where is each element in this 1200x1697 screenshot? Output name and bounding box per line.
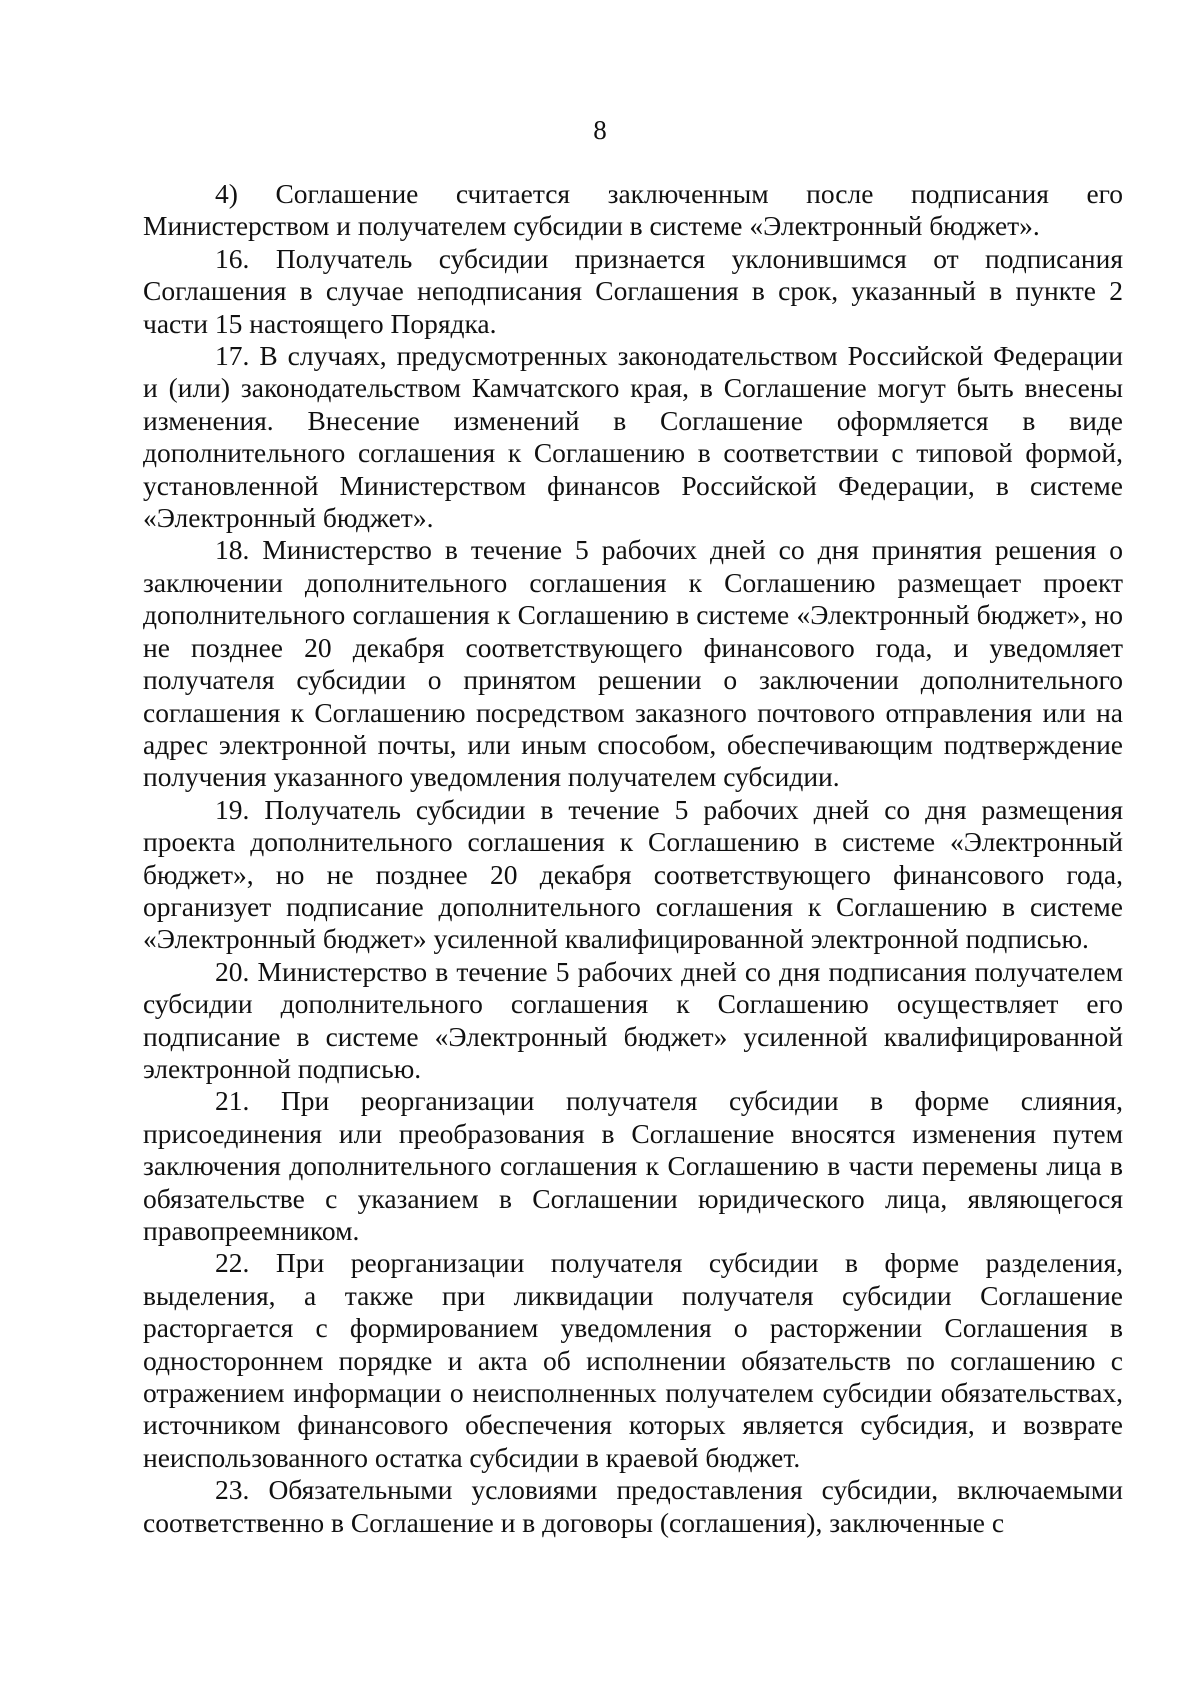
paragraph-16: 16. Получатель субсидии признается уклонившимся от подписания Соглашения в случае неподписания Соглашения в срок, указанный в пункте 2 части 15 настоящего Порядка. [143,242,1123,339]
paragraph-15-4: 4) Соглашение считается заключенным после подписания его Министерством и получателем субсидии в системе «Электронный бюджет». [143,178,1123,242]
document-body [143,178,1123,1539]
paragraph-17: 17. В случаях, предусмотренных законодательством Российской Федерации и (или) законодательством Камчатского края, в Соглашение могут быть внесены изменения. Внесение изменений в Соглашение оформляется в виде дополнительного соглашения к Соглашению в соответствии с типовой формой, установленной Министерством финансов Российской Федерации, в системе «Электронный бюджет». [143,340,1123,534]
paragraph-22: 22. При реорганизации получателя субсидии в форме разделения, выделения, а также при ликвидации получателя субсидии Соглашение расторгается с формированием уведомления о расторжении Соглашения в одностороннем порядке и акта об исполнении обязательств по соглашению с отражением информации о неисполненных получателем субсидии обязательствах, источником финансового обеспечения которых является субсидия, и возврате неиспользованного остатка субсидии в краевой бюджет. [143,1247,1123,1473]
paragraph-18: 18. Министерство в течение 5 рабочих дней со дня принятия решения о заключении дополнительного соглашения к Соглашению размещает проект дополнительного соглашения к Соглашению в системе «Электронный бюджет», но не позднее 20 декабря соответствующего финансового года, и уведомляет получателя субсидии о принятом решении о заключении дополнительного соглашения к Соглашению посредством заказного почтового отправления или на адрес электронной почты, или иным способом, обеспечивающим подтверждение получения указанного уведомления получателем субсидии. [143,534,1123,793]
paragraph-21: 21. При реорганизации получателя субсидии в форме слияния, присоединения или преобразования в Соглашение вносятся изменения путем заключения дополнительного соглашения к Соглашению в части перемены лица в обязательстве с указанием в Соглашении юридического лица, являющегося правопреемником. [143,1085,1123,1246]
page-number: 8 [593,115,607,145]
paragraph-23: 23. Обязательными условиями предоставления субсидии, включаемыми соответственно в Соглашение и в договоры (соглашения), заключенные с [143,1474,1123,1538]
paragraph-19: 19. Получатель субсидии в течение 5 рабочих дней со дня размещения проекта дополнительного соглашения к Соглашению в системе «Электронный бюджет», но не позднее 20 декабря соответствующего финансового года, организует подписание дополнительного соглашения к Соглашению в системе «Электронный бюджет» усиленной квалифицированной электронной подписью. [143,793,1123,955]
paragraph-20: 20. Министерство в течение 5 рабочих дней со дня подписания получателем субсидии дополнительного соглашения к Соглашению осуществляет его подписание в системе «Электронный бюджет» усиленной квалифицированной электронной подписью. [143,955,1123,1084]
